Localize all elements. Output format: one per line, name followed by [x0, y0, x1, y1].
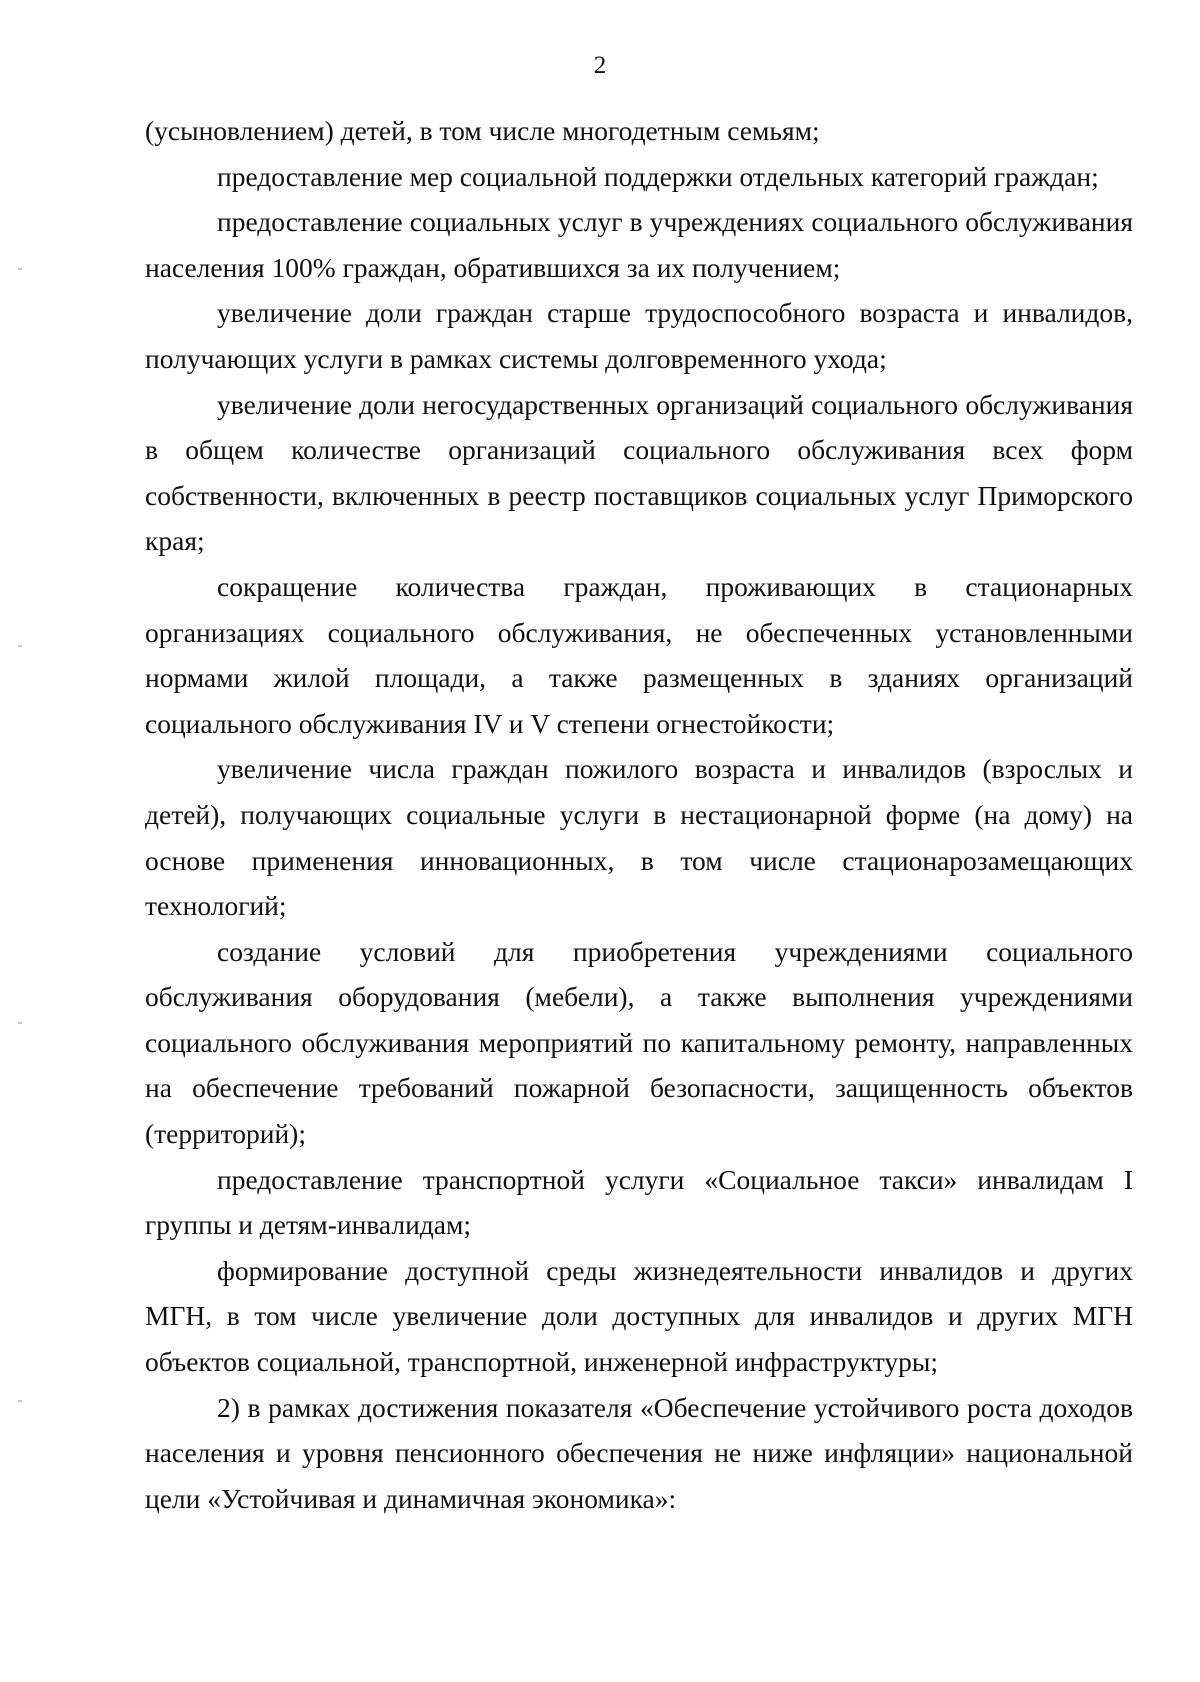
- paragraph: 2) в рамках достижения показателя «Обеспечение устойчивого роста доходов населения и уровня пенсионного обеспечения не ниже инфляции» национальной цели «Устойчивая и динамичная экономика»:: [145, 1391, 1133, 1514]
- paragraph: увеличение числа граждан пожилого возраста и инвалидов (взрослых и детей), получающих социальные услуги в нестационарной форме (на дому) на основе применения инновационных, в том числе стационарозамещающих технологий;: [145, 753, 1133, 922]
- paragraph: предоставление мер социальной поддержки отдельных категорий граждан;: [217, 160, 1099, 192]
- paragraph: сокращение количества граждан, проживающих в стационарных организациях социального обслуживания, не обеспеченных установленными нормами жилой площади, а также размещенных в зданиях организаций социального обслуживания IV и V степени огнестойкости;: [145, 570, 1133, 739]
- paragraph: предоставление социальных услуг в учреждениях социального обслуживания населения 100% граждан, обратившихся за их получением;: [145, 206, 1133, 283]
- scan-margin-mark: [18, 1400, 22, 1402]
- paragraph-continuation: (усыновлением) детей, в том числе многодетным семьям;: [145, 115, 820, 146]
- page-number: 2: [593, 52, 607, 79]
- paragraph: увеличение доли негосударственных организаций социального обслуживания в общем количестве организаций социального обслуживания всех форм собственности, включенных в реестр поставщиков социальных услуг Приморского края;: [145, 388, 1133, 557]
- scan-margin-mark: [18, 645, 22, 647]
- paragraph: увеличение доли граждан старше трудоспособного возраста и инвалидов, получающих услуги в рамках системы долговременного ухода;: [145, 297, 1133, 374]
- paragraph: создание условий для приобретения учреждениями социального обслуживания оборудования (мебели), а также выполнения учреждениями социального обслуживания мероприятий по капитальному ремонту, направленных на обеспечение требований пожарной безопасности, защищенность объектов (территорий);: [145, 935, 1133, 1150]
- document-body: [145, 108, 1133, 1521]
- scan-margin-mark: [18, 268, 22, 270]
- paragraph: предоставление транспортной услуги «Социальное такси» инвалидам I группы и детям-инвалидам;: [145, 1163, 1133, 1241]
- scan-margin-mark: [18, 1022, 22, 1024]
- paragraph: формирование доступной среды жизнедеятельности инвалидов и других МГН, в том числе увеличение доли доступных для инвалидов и других МГН объектов социальной, транспортной, инженерной инфраструктуры;: [145, 1254, 1133, 1378]
